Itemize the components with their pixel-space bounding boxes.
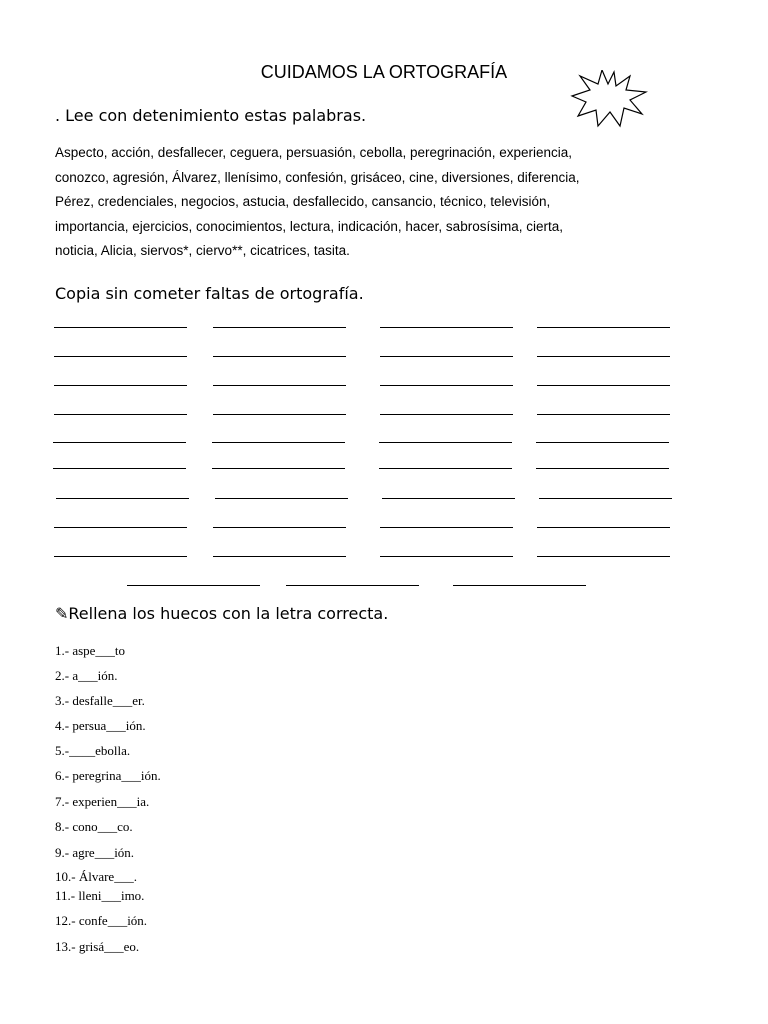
answer-blank-line[interactable] — [213, 356, 346, 357]
answer-blank-line[interactable] — [537, 327, 670, 328]
answer-blank-line[interactable] — [213, 556, 346, 557]
exercise-item: 10.- Álvare___. — [55, 869, 137, 884]
answer-blank-line[interactable] — [379, 442, 512, 443]
star-burst-icon — [570, 70, 648, 130]
answer-blank-line[interactable] — [286, 585, 419, 586]
pencil-icon: ✎ — [55, 604, 69, 623]
answer-blank-line[interactable] — [380, 527, 513, 528]
word-list-line: importancia, ejercicios, conocimientos, lectura, indicación, hacer, sabrosísima, cierta, — [55, 218, 563, 234]
word-list-line: Aspecto, acción, desfallecer, ceguera, persuasión, cebolla, peregrinación, experiencia, — [55, 145, 573, 160]
answer-blank-line[interactable] — [213, 527, 346, 528]
exercise-item: 2.- a___ión. — [55, 668, 118, 683]
word-list-line: noticia, Alicia, siervos*, ciervo**, cicatrices, tasita. — [55, 243, 350, 259]
section-fill-heading: ✎Rellena los huecos con la letra correcta. — [55, 604, 389, 623]
answer-blank-line[interactable] — [380, 356, 513, 357]
answer-blank-line[interactable] — [537, 356, 670, 357]
answer-blank-line[interactable] — [212, 468, 345, 469]
answer-blank-line[interactable] — [453, 585, 586, 586]
answer-blank-line[interactable] — [53, 468, 186, 469]
answer-blank-line[interactable] — [380, 414, 513, 415]
answer-blank-line[interactable] — [54, 356, 187, 357]
answer-blank-line[interactable] — [54, 527, 187, 528]
answer-blank-line[interactable] — [54, 414, 187, 415]
answer-blank-line[interactable] — [54, 385, 187, 386]
answer-blank-line[interactable] — [382, 498, 515, 499]
answer-blank-line[interactable] — [537, 414, 670, 415]
answer-blank-line[interactable] — [380, 327, 513, 328]
word-list — [55, 141, 695, 264]
exercise-item: 4.- persua___ión. — [55, 718, 146, 733]
answer-blank-line[interactable] — [537, 385, 670, 386]
answer-blank-line[interactable] — [537, 527, 670, 528]
page-title: CUIDAMOS LA ORTOGRAFÍA — [260, 62, 508, 82]
answer-blank-line[interactable] — [213, 327, 346, 328]
exercise-item: 9.- agre___ión. — [55, 845, 135, 860]
answer-blank-line[interactable] — [213, 414, 346, 415]
exercise-item: 1.- aspe___to — [55, 643, 126, 658]
answer-blank-line[interactable] — [54, 327, 187, 328]
answer-blank-line[interactable] — [379, 468, 512, 469]
answer-blank-line[interactable] — [537, 556, 670, 557]
word-list-line: conozco, agresión, Álvarez, llenísimo, confesión, grisáceo, cine, diversiones, diferencia, — [55, 169, 580, 185]
exercise-item: 8.- cono___co. — [55, 819, 133, 834]
answer-blank-line[interactable] — [127, 585, 260, 586]
answer-blank-line[interactable] — [536, 468, 669, 469]
answer-blank-line[interactable] — [215, 498, 348, 499]
answer-blank-line[interactable] — [56, 498, 189, 499]
answer-blank-line[interactable] — [213, 385, 346, 386]
exercise-item: 5.-____ebolla. — [55, 743, 131, 758]
exercise-item: 7.- experien___ia. — [55, 794, 150, 809]
answer-blank-line[interactable] — [380, 385, 513, 386]
answer-blank-line[interactable] — [380, 556, 513, 557]
exercise-item: 6.- peregrina___ión. — [55, 768, 161, 783]
exercise-item: 13.- grisá___eo. — [55, 939, 140, 954]
exercise-item: 11.- lleni___imo. — [55, 888, 145, 903]
answer-blank-line[interactable] — [212, 442, 345, 443]
answer-blank-line[interactable] — [54, 556, 187, 557]
answer-blank-line[interactable] — [53, 442, 186, 443]
exercise-item: 12.- confe___ión. — [55, 913, 148, 928]
exercise-item: 3.- desfalle___er. — [55, 693, 145, 708]
section-copy-heading: Copia sin cometer faltas de ortografía. — [55, 284, 364, 303]
section-read-heading: . Lee con detenimiento estas palabras. — [55, 106, 367, 125]
word-list-line: Pérez, credenciales, negocios, astucia, desfallecido, cansancio, técnico, televisión, — [55, 194, 551, 210]
answer-blank-line[interactable] — [536, 442, 669, 443]
answer-blank-line[interactable] — [539, 498, 672, 499]
